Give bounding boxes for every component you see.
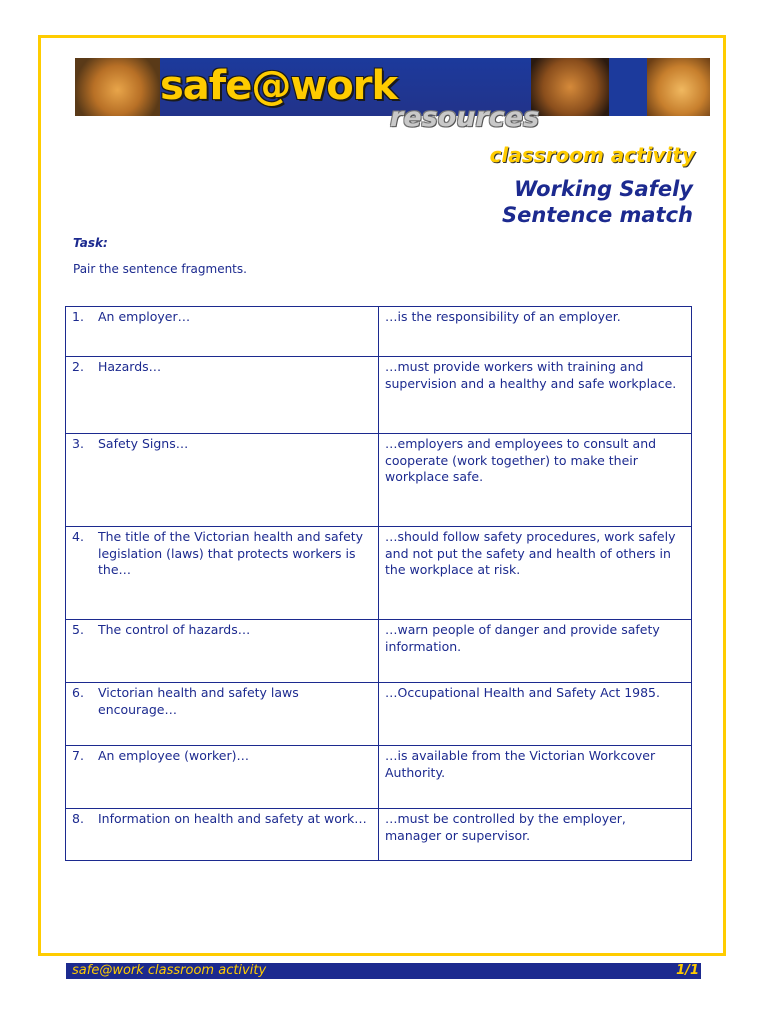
right-fragment: …must provide workers with training and supervision and a healthy and safe workplace. — [385, 359, 677, 391]
right-fragment: …Occupational Health and Safety Act 1985. — [385, 685, 660, 700]
right-fragment: …warn people of danger and provide safety information. — [385, 622, 660, 654]
left-fragment: Information on health and safety at work… — [98, 811, 367, 826]
left-fragment-cell — [66, 527, 379, 620]
banner-photo-left — [75, 58, 160, 116]
title-line-1: Working Safely — [514, 177, 693, 201]
banner-gap — [609, 58, 647, 116]
right-fragment-cell — [379, 683, 692, 746]
footer-bar — [66, 963, 701, 979]
banner-photo-right — [647, 58, 710, 116]
brand-logo-text: safe@work — [160, 63, 398, 109]
left-fragment-cell — [66, 746, 379, 809]
row-number: 3. — [72, 436, 84, 451]
sub-brand-text: resources — [390, 102, 540, 133]
right-fragment-cell — [379, 620, 692, 683]
right-fragment-cell — [379, 527, 692, 620]
table-row — [66, 434, 692, 527]
left-fragment: The control of hazards… — [98, 622, 251, 637]
activity-label: classroom activity — [489, 143, 695, 167]
left-fragment-cell — [66, 683, 379, 746]
right-fragment-cell — [379, 746, 692, 809]
right-fragment: …employers and employees to consult and cooperate (work together) to make their workplace safe. — [385, 436, 657, 484]
right-fragment: …is the responsibility of an employer. — [385, 309, 621, 324]
row-number: 1. — [72, 309, 84, 324]
table-row — [66, 620, 692, 683]
right-fragment-cell — [379, 809, 692, 861]
right-fragment-cell — [379, 434, 692, 527]
right-fragment-cell — [379, 307, 692, 357]
task-instructions: Pair the sentence fragments. — [73, 262, 247, 276]
row-number: 7. — [72, 748, 84, 763]
table-row — [66, 746, 692, 809]
row-number: 4. — [72, 529, 84, 544]
table-row — [66, 809, 692, 861]
right-fragment: …is available from the Victorian Workcover Authority. — [385, 748, 656, 780]
page-number: 1/1 — [676, 963, 699, 978]
row-number: 5. — [72, 622, 84, 637]
table-row — [66, 527, 692, 620]
left-fragment: Safety Signs… — [98, 436, 189, 451]
left-fragment-cell — [66, 434, 379, 527]
right-fragment: …should follow safety procedures, work safely and not put the safety and health of others in the workplace at risk. — [385, 529, 676, 577]
left-fragment: Victorian health and safety laws encourage… — [98, 685, 299, 717]
left-fragment: The title of the Victorian health and safety legislation (laws) that protects workers is the… — [98, 529, 364, 577]
footer-label: safe@work classroom activity — [72, 963, 267, 978]
left-fragment-cell — [66, 809, 379, 861]
left-fragment: Hazards… — [98, 359, 162, 374]
page-title — [502, 176, 693, 228]
right-fragment-cell — [379, 357, 692, 434]
left-fragment-cell — [66, 357, 379, 434]
table-row — [66, 683, 692, 746]
sentence-match-table — [65, 306, 692, 861]
table-row — [66, 357, 692, 434]
left-fragment: An employer… — [98, 309, 191, 324]
row-number: 6. — [72, 685, 84, 700]
table-row — [66, 307, 692, 357]
row-number: 2. — [72, 359, 84, 374]
right-fragment: …must be controlled by the employer, manager or supervisor. — [385, 811, 626, 843]
banner-photo-middle — [531, 58, 609, 116]
left-fragment-cell — [66, 307, 379, 357]
title-line-2: Sentence match — [501, 203, 693, 227]
left-fragment: An employee (worker)… — [98, 748, 250, 763]
task-label: Task: — [73, 236, 108, 250]
row-number: 8. — [72, 811, 84, 826]
left-fragment-cell — [66, 620, 379, 683]
